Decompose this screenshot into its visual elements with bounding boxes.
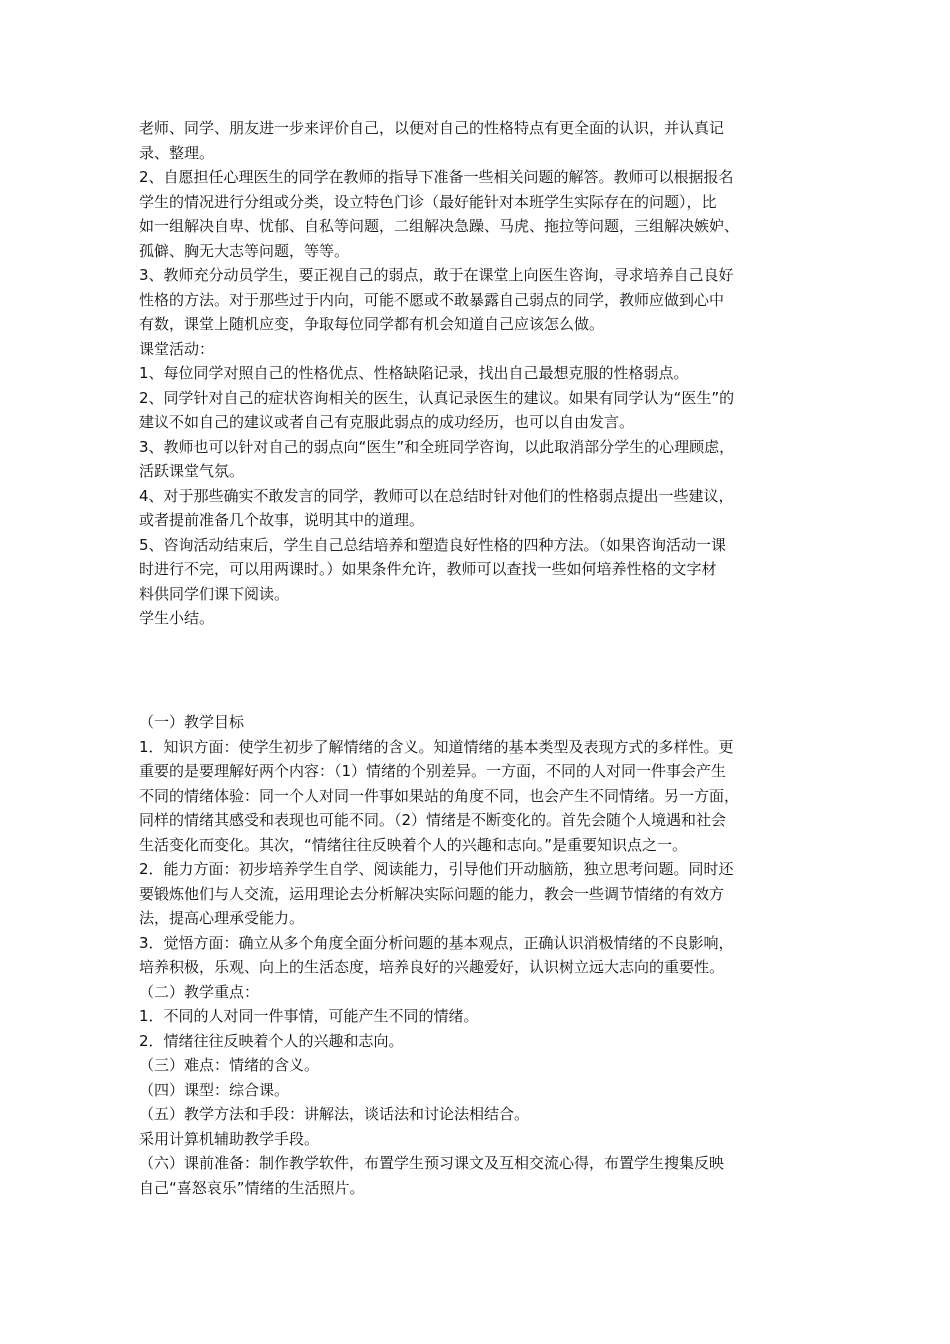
- text-line: 学生的情况进行分组或分类，设立特色门诊（最好能针对本班学生实际存在的问题），比: [139, 192, 717, 211]
- text-line: 建议不如自己的建议或者自己有克服此弱点的成功经历，也可以自由发言。: [139, 413, 635, 431]
- text-line: （四）课型：综合课。: [139, 1080, 290, 1099]
- text-line: 生活变化而变化。其次，“情绪往往反映着个人的兴趣和志向。”是重要知识点之一。: [139, 835, 688, 854]
- text-line: 5、咨询活动结束后，学生自己总结培养和塑造良好性格的四种方法。（如果咨询活动一课: [139, 535, 727, 554]
- text-line: 自己“喜怒哀乐”情绪的生活照片。: [139, 1178, 365, 1197]
- text-line: 4、对于那些确实不敢发言的同学，教师可以在总结时针对他们的性格弱点提出一些建议，: [139, 486, 734, 505]
- text-line: 或者提前准备几个故事，说明其中的道理。: [139, 511, 425, 529]
- text-line: 法，提高心理承受能力。: [139, 909, 305, 927]
- text-line: 3．觉悟方面：确立从多个角度全面分析问题的基本观点，正确认识消极情绪的不良影响，: [139, 933, 734, 952]
- text-line: 录、整理。: [139, 143, 215, 162]
- text-line: 2、同学针对自己的症状咨询相关的医生，认真记录医生的建议。如果有同学认为“医生”的: [139, 388, 735, 407]
- text-line: 1．知识方面：使学生初步了解情绪的含义。知道情绪的基本类型及表现方式的多样性。更: [139, 737, 734, 756]
- text-line: 2、自愿担任心理医生的同学在教师的指导下准备一些相关问题的解答。教师可以根据报名: [139, 168, 734, 186]
- text-line: 3、教师充分动员学生，要正视自己的弱点，敢于在课堂上向医生咨询，寻求培养自己良好: [139, 266, 734, 284]
- text-line: 孤僻、胸无大志等问题，等等。: [139, 241, 350, 260]
- text-line: 不同的情绪体验：同一个人对同一件事如果站的角度不同，也会产生不同情绪。另一方面，: [139, 786, 740, 805]
- text-line: （二）教学重点：: [139, 982, 260, 1001]
- text-line: 料供同学们课下阅读。: [139, 584, 290, 603]
- text-line: 2．能力方面：初步培养学生自学、阅读能力，引导他们开动脑筋，独立思考问题。同时还: [139, 860, 734, 878]
- text-line: 同样的情绪其感受和表现也可能不同。（2）情绪是不断变化的。首先会随个人境遇和社会: [139, 811, 727, 829]
- text-line: 性格的方法。对于那些过于内向，可能不愿或不敢暴露自己弱点的同学，教师应做到心中: [139, 290, 725, 309]
- text-line: 有数，课堂上随机应变，争取每位同学都有机会知道自己应该怎么做。: [139, 315, 605, 333]
- text-line: 3、教师也可以针对自己的弱点向“医生”和全班同学咨询，以此取消部分学生的心理顾虑，: [139, 437, 735, 456]
- text-line: 要锻炼他们与人交流，运用理论去分析解决实际问题的能力，教会一些调节情绪的有效方: [139, 884, 725, 903]
- text-line: 如一组解决自卑、忧郁、自私等问题，二组解决急躁、马虎、拖拉等问题，三组解决嫉妒、: [139, 217, 740, 235]
- text-line: （六）课前准备：制作教学软件，布置学生预习课文及互相交流心得，布置学生搜集反映: [139, 1154, 725, 1172]
- text-line: （三）难点：情绪的含义。: [139, 1056, 320, 1074]
- text-line: 1、每位同学对照自己的性格优点、性格缺陷记录，找出自己最想克服的性格弱点。: [139, 364, 689, 382]
- text-line: 老师、同学、朋友进一步来评价自己，以便对自己的性格特点有更全面的认识，并认真记: [139, 119, 725, 137]
- text-line: （一）教学目标: [139, 713, 245, 731]
- text-line: 时进行不完，可以用两课时。）如果条件允许，教师可以查找一些如何培养性格的文字材: [139, 560, 717, 578]
- text-line: 重要的是要理解好两个内容：（1）情绪的个别差异。一方面，不同的人对同一件事会产生: [139, 762, 727, 780]
- text-line: 培养积极，乐观、向上的生活态度，培养良好的兴趣爱好，认识树立远大志向的重要性。: [139, 958, 725, 976]
- text-block-emotion-lesson-plan: [139, 710, 829, 1200]
- text-line: 1．不同的人对同一件事情，可能产生不同的情绪。: [139, 1007, 479, 1025]
- text-line: 2．情绪往往反映着个人的兴趣和志向。: [139, 1031, 404, 1050]
- text-block-personality-activity: [139, 116, 829, 631]
- text-line: （五）教学方法和手段：讲解法，谈话法和讨论法相结合。: [139, 1105, 530, 1123]
- text-line: 活跃课堂气氛。: [139, 462, 245, 480]
- text-line: 采用计算机辅助教学手段。: [139, 1129, 320, 1148]
- text-line: 学生小结。: [139, 609, 215, 627]
- text-line: 课堂活动：: [139, 339, 215, 358]
